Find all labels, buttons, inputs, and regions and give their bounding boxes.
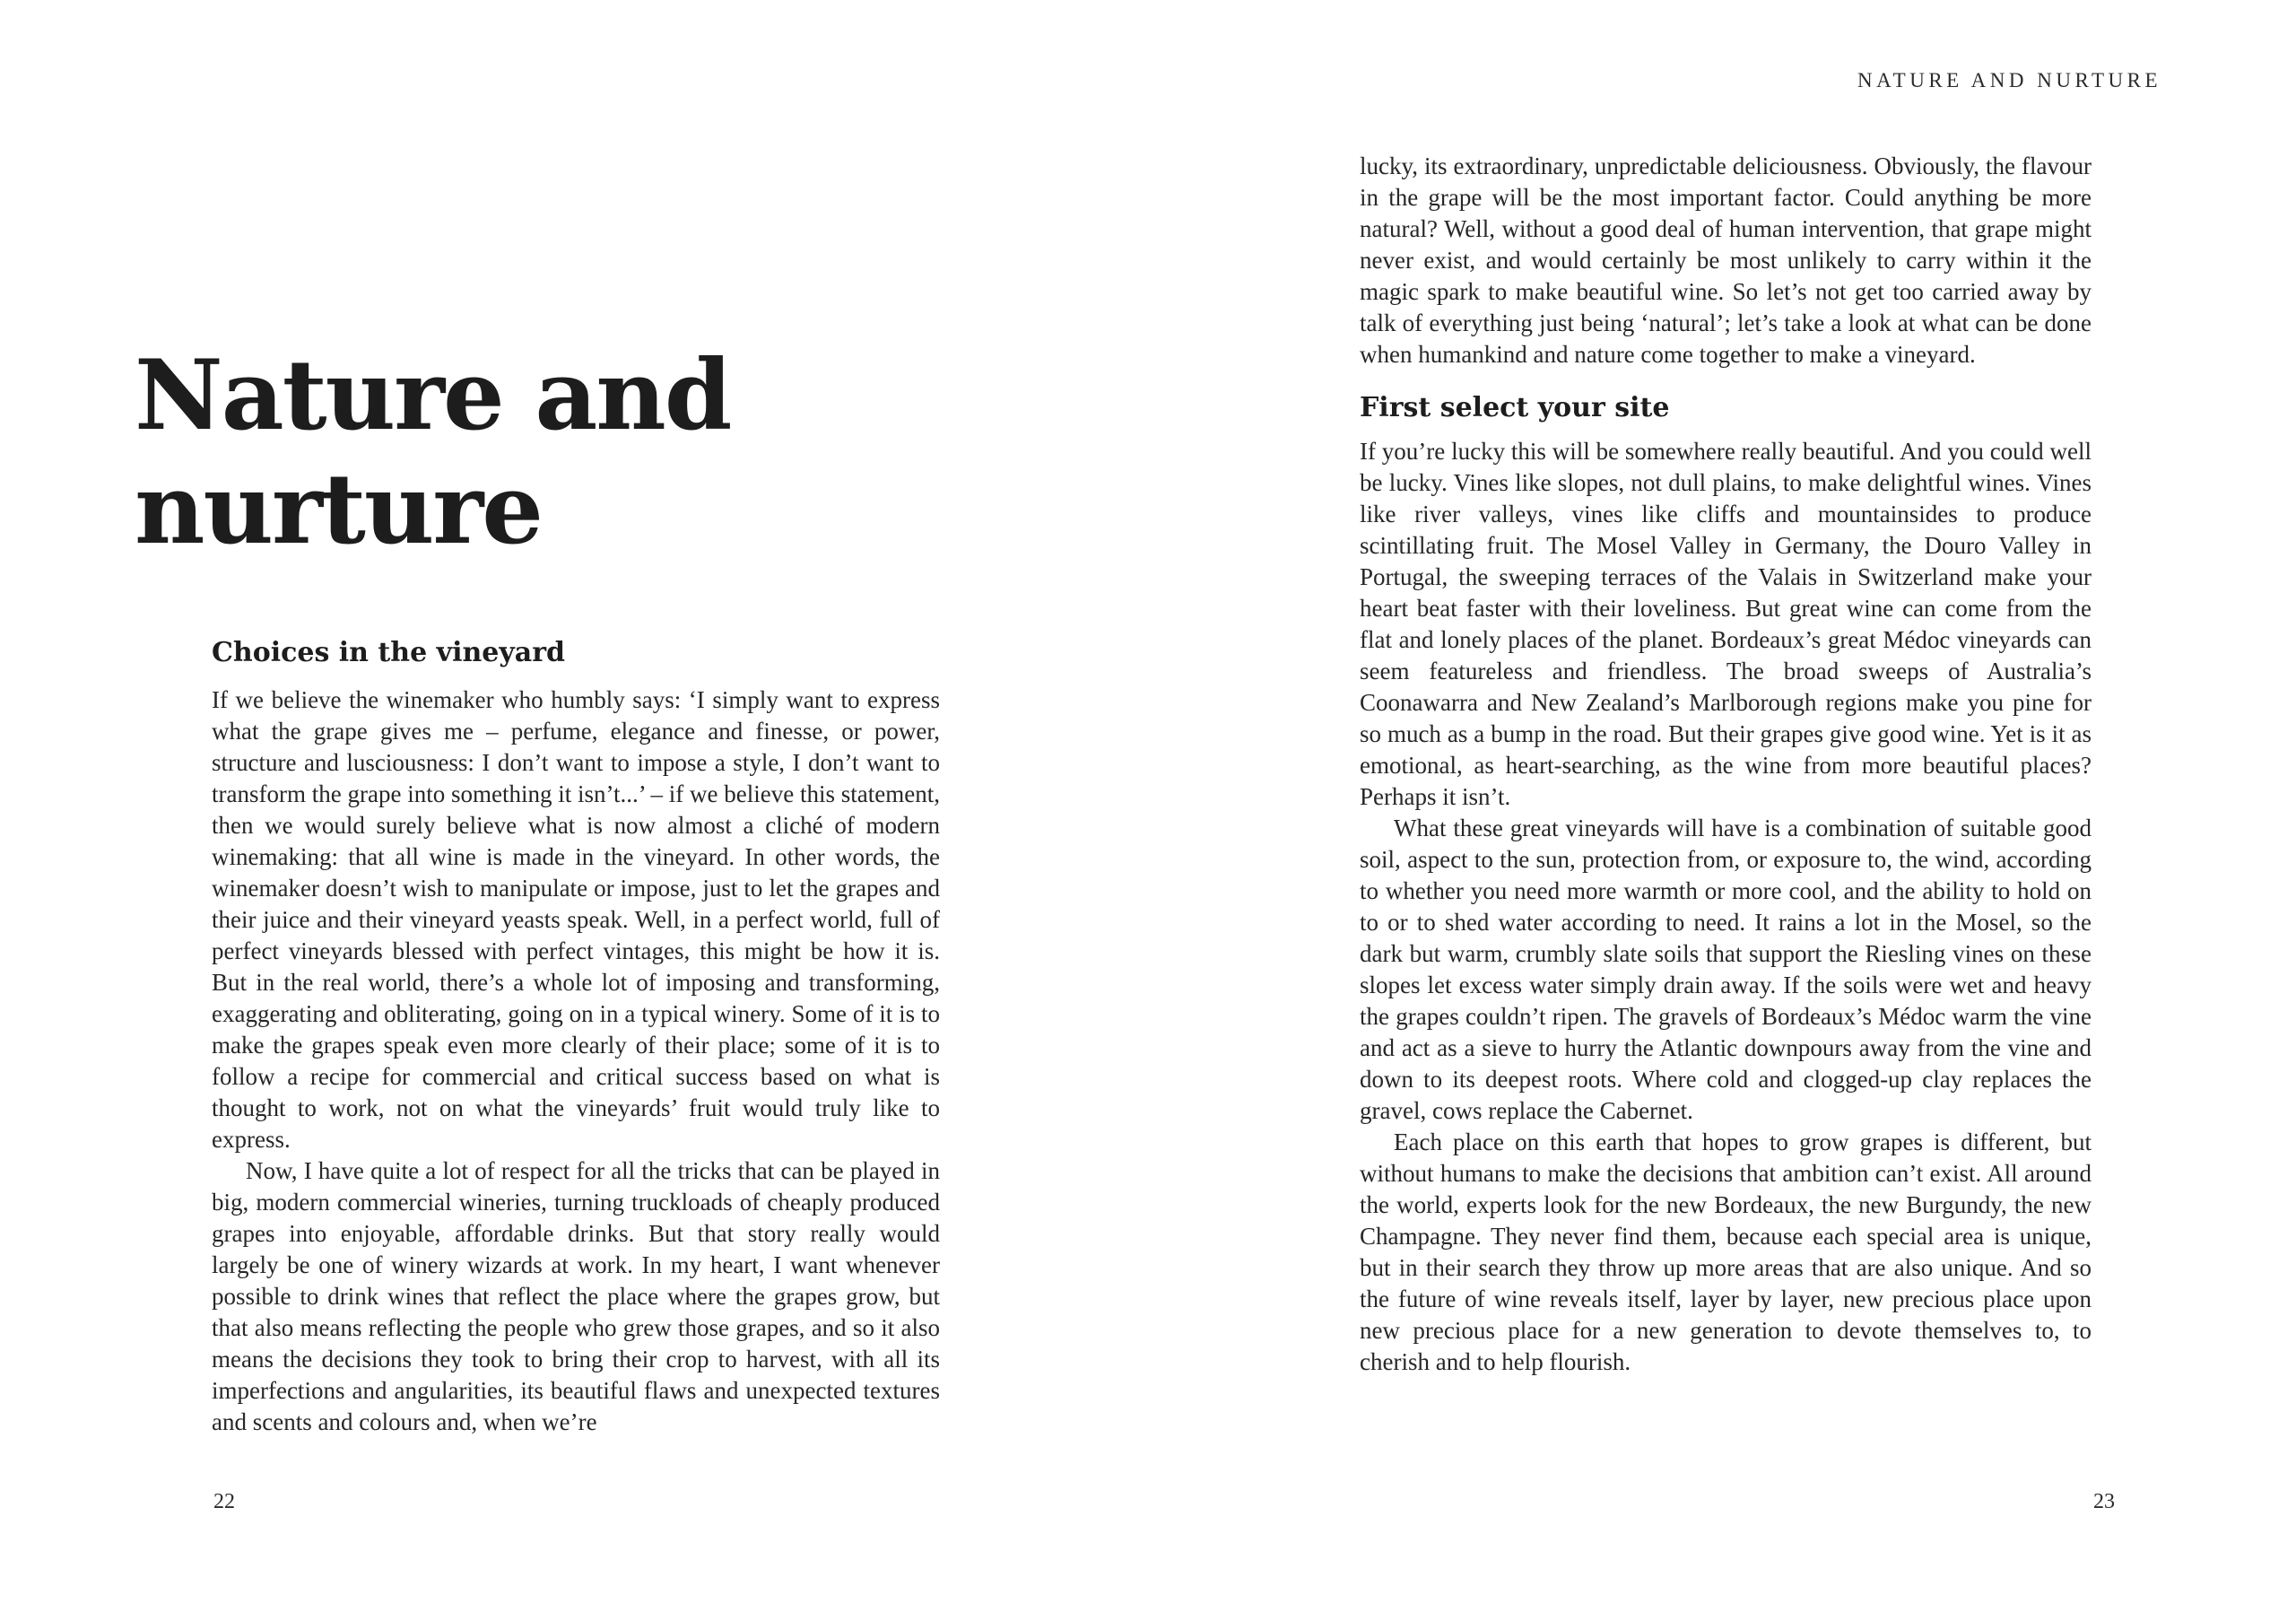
body-paragraph: If we believe the winemaker who humbly says: ‘I simply want to express what the grape gives me – perfume, elegance and finesse, or power, structure and lusciousness: I don’t want to impose a style, I don’t want to transform the grape into something it isn’t...’ – if we believe this statement, then we would surely believe what is now almost a cliché of modern winemaking: that all wine is made in the vineyard. In other words, the winemaker doesn’t wish to manipulate or impose, just to let the grapes and their juice and their vineyard yeasts speak. Well, in a perfect world, full of perfect vineyards blessed with perfect vintages, this might be how it is. But in the real world, there’s a whole lot of imposing and transforming, exaggerating and obliterating, going on in a typical winery. Some of it is to make the grapes speak even more clearly of their place; some of it is to follow a recipe for commercial and critical success based on what is thought to work, not on what the vineyards’ fruit would truly like to express. — [212, 686, 940, 1153]
chapter-title-line-2: nurture — [135, 453, 542, 566]
right-text-column — [1360, 151, 2092, 1378]
body-paragraph: If you’re lucky this will be somewhere really beautiful. And you could well be lucky. Vines like slopes, not dull plains, to make delightful wines. Vines like river valleys, vines like cliffs and mountainsides to produce scintillating fruit. The Mosel Valley in Germany, the Douro Valley in Portugal, the sweeping terraces of the Valais in Switzerland make your heart beat faster with their loveliness. But great wine can come from the flat and lonely places of the planet. Bordeaux’s great Médoc vineyards can seem featureless and friendless. The broad sweeps of Australia’s Coonawarra and New Zealand’s Marlborough regions make you pine for so much as a bump in the road. But their grapes give good wine. Yet is it as emotional, as heart-searching, as the wine from more beautiful places? Perhaps it isn’t. — [1360, 438, 2092, 810]
chapter-title — [135, 339, 730, 567]
body-paragraph: lucky, its extraordinary, unpredictable deliciousness. Obviously, the flavour in the grape will be the most important factor. Could anything be more natural? Well, without a good deal of human intervention, that grape might never exist, and would certainly be most unlikely to carry within it the magic spark to make beautiful wine. So let’s not get too carried away by talk of everything just being ‘natural’; let’s take a look at what can be done when humankind and nature come together to make a vineyard. — [1360, 153, 2092, 368]
body-paragraph: Now, I have quite a lot of respect for all the tricks that can be played in big, modern commercial wineries, turning truckloads of cheaply produced grapes into enjoyable, affordable drinks. But that story really would largely be one of winery wizards at work. In my heart, I want whenever possible to drink wines that reflect the place where the grapes grow, but that also means reflecting the people who grew those grapes, and so it also means the decisions they took to bring their crop to harvest, with all its imperfections and angularities, its beautiful flaws and unexpected textures and scents and colours and, when we’re — [212, 1157, 940, 1435]
body-paragraph: What these great vineyards will have is a combination of suitable good soil, aspect to the sun, protection from, or exposure to, the wind, according to whether you need more warmth or more cool, and the ability to hold on to or to shed water according to need. It rains a lot in the Mosel, so the dark but warm, crumbly slate soils that support the Riesling vines on these slopes let excess water simply drain away. If the soils were wet and heavy the grapes couldn’t ripen. The gravels of Bordeaux’s Médoc warm the vine and act as a sieve to hurry the Atlantic downpours away from the vine and down to its deepest roots. Where cold and clogged-up clay replaces the gravel, cows replace the Cabernet. — [1360, 815, 2092, 1124]
body-paragraph: Each place on this earth that hopes to grow grapes is different, but without humans to make the decisions that ambition can’t exist. All around the world, experts look for the new Bordeaux, the new Burgundy, the new Champagne. They never find them, because each special area is unique, but in their search they throw up more areas that are also unique. And so the future of wine reveals itself, layer by layer, new precious place upon new precious place for a new generation to devote themselves to, to cherish and to help flourish. — [1360, 1129, 2092, 1375]
page-number-right: 23 — [2093, 1490, 2115, 1513]
left-text-column — [212, 684, 940, 1438]
section-heading-choices-in-the-vineyard: Choices in the vineyard — [212, 637, 566, 668]
section-heading-first-select-your-site: First select your site — [1360, 392, 1670, 423]
running-header: NATURE AND NURTURE — [1857, 69, 2161, 92]
page-number-left: 22 — [213, 1490, 235, 1513]
chapter-title-line-1: Nature and — [135, 339, 731, 452]
